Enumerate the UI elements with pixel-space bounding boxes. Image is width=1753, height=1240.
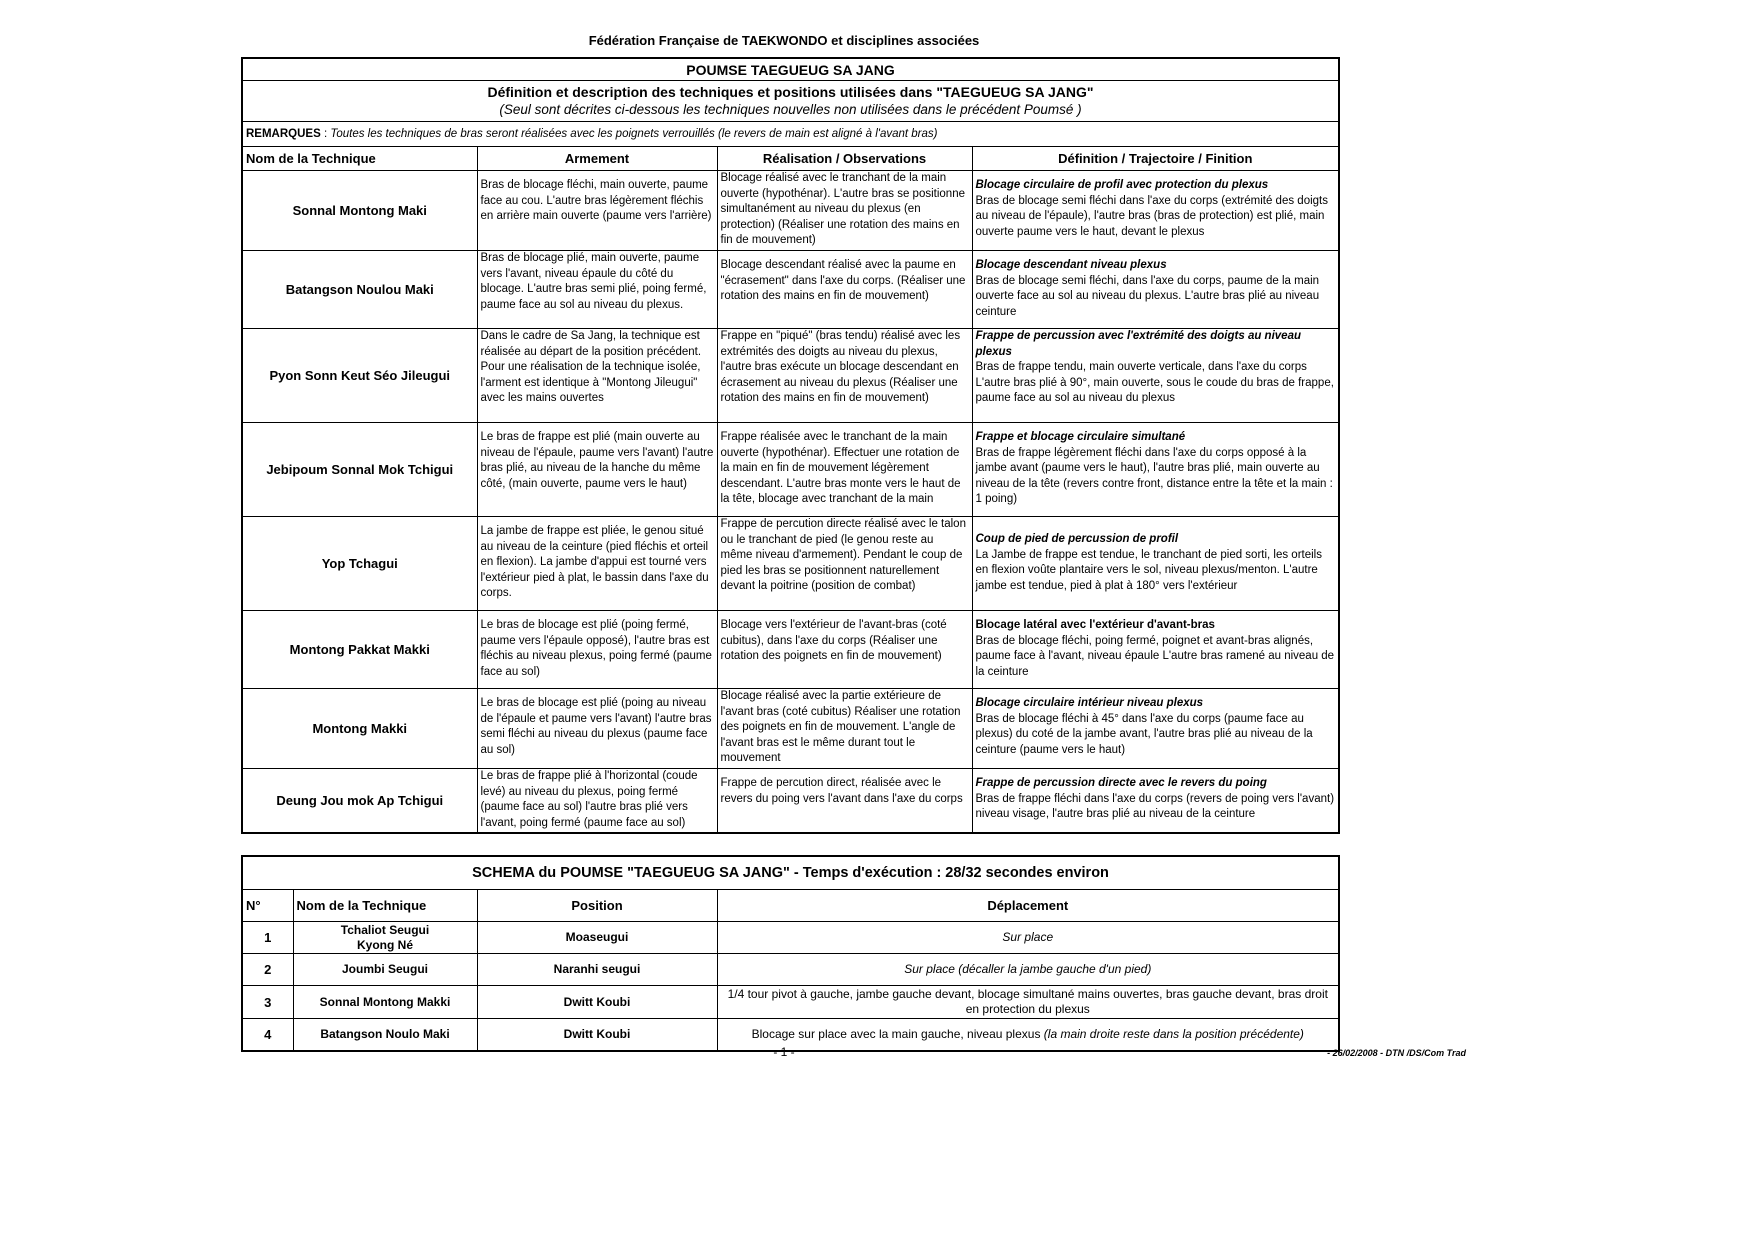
- remarks: [242, 122, 1339, 147]
- technique-realisation: Frappe de percution directe réalisé avec le talon ou le tranchant de pied (le genou reste au même niveau d'armement). Pendant le coup de pied les bras se positionnent naturellement devant la poitrine (position de combat): [717, 516, 972, 610]
- step-position: Moaseugui: [477, 922, 717, 954]
- table-row: [242, 610, 1339, 688]
- step-position: Dwitt Koubi: [477, 986, 717, 1019]
- definition-text: Bras de frappe légèrement fléchi dans l'axe du corps opposé à la jambe avant (paume vers le haut), l'autre bras plié, main ouverte au niveau de la tête (revers contre front, distance entre la tête et la main : 1 poing): [975, 446, 1333, 506]
- table-row: [242, 328, 1339, 422]
- technique-realisation: Frappe en "piqué" (bras tendu) réalisé avec les extrémités des doigts au niveau du plexus, l'autre bras exécute un blocage descendant en écrasement au niveau du plexus (Réaliser une rotation des mains en fin de mouvement): [717, 328, 972, 422]
- technique-name: Montong Pakkat Makki: [242, 610, 477, 688]
- step-number: 3: [242, 986, 293, 1019]
- technique-definition: [972, 422, 1339, 516]
- step-technique: Joumbi Seugui: [293, 954, 477, 986]
- technique-realisation: Blocage vers l'extérieur de l'avant-bras (coté cubitus), dans l'axe du corps (Réaliser une rotation des poignets en fin de mouvement): [717, 610, 972, 688]
- header-deplacement: Déplacement: [717, 890, 1339, 922]
- technique-definition: [972, 171, 1339, 251]
- definition-heading: [242, 81, 1339, 122]
- step-position: Naranhi seugui: [477, 954, 717, 986]
- technique-definition: [972, 768, 1339, 833]
- techniques-table: [241, 57, 1340, 834]
- definition-title: Blocage circulaire de profil avec protection du plexus: [975, 179, 1269, 191]
- header-armement: Armement: [477, 147, 717, 171]
- definition-text: Bras de blocage semi fléchi dans l'axe du corps (extrémité des doigts au niveau de l'épaule), l'autre bras (bras de protection) est plié, main ouverte paume vers le haut, devant le plexus: [975, 194, 1328, 238]
- technique-name: Sonnal Montong Maki: [242, 171, 477, 251]
- technique-realisation: Blocage réalisé avec le tranchant de la main ouverte (hypothénar). L'autre bras se positionne simultanément au niveau du plexus (en protection) (Réaliser une rotation des mains en fin de mouvement): [717, 171, 972, 251]
- technique-name: Batangson Noulou Maki: [242, 250, 477, 328]
- remarks-text: Toutes les techniques de bras seront réalisées avec les poignets verrouillés (le revers de main est aligné à l'avant bras): [330, 128, 938, 140]
- definition-text: Bras de frappe tendu, main ouverte verticale, dans l'axe du corps L'autre bras plié à 90°, main ouverte, sous le coude du bras de frappe, paume face au sol au niveau du plexus: [975, 361, 1334, 405]
- definition-heading-line1: Définition et description des techniques et positions utilisées dans "TAEGUEUG SA JANG": [487, 84, 1094, 100]
- definition-heading-line2: (Seul sont décrites ci-dessous les techniques nouvelles non utilisées dans le précédent Poumsé ): [499, 102, 1082, 117]
- table-row: [242, 516, 1339, 610]
- header-name: Nom de la Technique: [242, 147, 477, 171]
- technique-definition: [972, 688, 1339, 768]
- header-name: Nom de la Technique: [293, 890, 477, 922]
- definition-title: Blocage circulaire intérieur niveau plexus: [975, 696, 1204, 709]
- header-definition: Définition / Trajectoire / Finition: [972, 147, 1339, 171]
- definition-text: Bras de frappe fléchi dans l'axe du corps (revers de poing vers l'avant) niveau visage, l'autre bras plié au niveau de la ceinture: [975, 792, 1335, 821]
- technique-name: Montong Makki: [242, 688, 477, 768]
- technique-name: Deung Jou mok Ap Tchigui: [242, 768, 477, 833]
- step-deplacement-text: Blocage sur place avec la main gauche, niveau plexus: [751, 1027, 1041, 1041]
- step-deplacement: 1/4 tour pivot à gauche, jambe gauche devant, blocage simultané mains ouvertes, bras gauche devant, bras droit en protection du plexus: [717, 986, 1339, 1019]
- technique-armement: Bras de blocage plié, main ouverte, paume vers l'avant, niveau épaule du côté du blocage. L'autre bras semi plié, poing fermé, paume face au sol au niveau du plexus.: [477, 250, 717, 328]
- technique-name: Yop Tchagui: [242, 516, 477, 610]
- table-row: [242, 688, 1339, 768]
- technique-armement: Le bras de blocage est plié (poing au niveau de l'épaule et paume vers l'avant) l'autre bras semi fléchi au niveau du plexus (paume face au sol): [477, 688, 717, 768]
- schema-title: SCHEMA du POUMSE "TAEGUEUG SA JANG" - Temps d'exécution : 28/32 secondes environ: [242, 856, 1339, 890]
- technique-definition: [972, 610, 1339, 688]
- table-row: [242, 954, 1339, 986]
- definition-title: Frappe de percussion avec l'extrémité des doigts au niveau plexus: [975, 329, 1301, 358]
- step-technique: Tchaliot Seugui Kyong Né: [293, 922, 477, 954]
- technique-armement: Bras de blocage fléchi, main ouverte, paume face au cou. L'autre bras légèrement fléchis en arrière main ouverte (paume vers l'arrière): [477, 171, 717, 251]
- step-position: Dwitt Koubi: [477, 1019, 717, 1052]
- remarks-separator: :: [320, 128, 331, 140]
- technique-realisation: Blocage réalisé avec la partie extérieure de l'avant bras (coté cubitus) Réaliser une rotation des poignets en fin de mouvement. L'angle de l'avant bras est le même durant tout le mouvement: [717, 688, 972, 768]
- technique-armement: Dans le cadre de Sa Jang, la technique est réalisée au départ de la position précédent. Pour une réalisation de la technique isolée, l'arment est identique à "Montong Jileugui" avec les mains ouvertes: [477, 328, 717, 422]
- technique-armement: Le bras de blocage est plié (poing fermé, paume vers l'épaule opposé), l'autre bras est fléchis au niveau plexus, poing fermé (paume face au sol): [477, 610, 717, 688]
- step-technique: Sonnal Montong Makki: [293, 986, 477, 1019]
- step-number: 1: [242, 922, 293, 954]
- header-realisation: Réalisation / Observations: [717, 147, 972, 171]
- technique-definition: [972, 516, 1339, 610]
- technique-armement: Le bras de frappe est plié (main ouverte au niveau de l'épaule, paume vers l'avant) l'autre bras plié, au niveau de la hanche du même côté, (main ouverte, paume vers le haut): [477, 422, 717, 516]
- table-row: [242, 250, 1339, 328]
- schema-table: [241, 855, 1340, 1052]
- technique-realisation: Frappe réalisée avec le tranchant de la main ouverte (hypothénar). Effectuer une rotation de la main en fin de mouvement légèrement descendant. L'autre bras monte vers le haut de la tête, blocage avec tranchant de la main: [717, 422, 972, 516]
- definition-title: Frappe de percussion directe avec le revers du poing: [975, 776, 1267, 789]
- table-row: [242, 171, 1339, 251]
- step-number: 4: [242, 1019, 293, 1052]
- table-row: [242, 986, 1339, 1019]
- federation-header: Fédération Française de TAEKWONDO et disciplines associées: [588, 33, 980, 48]
- definition-text: La Jambe de frappe est tendue, le tranchant de pied sorti, les orteils en flexion voûte plantaire vers le sol, niveau plexus/menton. L'autre jambe est tendue, pied à plat à 180° vers l'extérieur: [975, 548, 1322, 592]
- poumse-title: POUMSE TAEGUEUG SA JANG: [242, 58, 1339, 81]
- technique-definition: [972, 328, 1339, 422]
- schema-header-row: [242, 890, 1339, 922]
- definition-title: Frappe et blocage circulaire simultané: [975, 430, 1186, 443]
- definition-title: Blocage descendant niveau plexus: [975, 258, 1167, 271]
- footer-reference: - 26/02/2008 - DTN /DS/Com Trad: [1327, 1048, 1466, 1058]
- page-number: - 1 -: [773, 1045, 795, 1059]
- technique-armement: Le bras de frappe plié à l'horizontal (coude levé) au niveau du plexus, poing fermé (paume face au sol) l'autre bras plié vers l'avant, poing fermé (paume face au sol): [477, 768, 717, 833]
- technique-name: Pyon Sonn Keut Séo Jileugui: [242, 328, 477, 422]
- step-deplacement: Sur place: [717, 922, 1339, 954]
- table-row: [242, 422, 1339, 516]
- definition-title: Blocage latéral avec l'extérieur d'avant-bras: [975, 618, 1215, 631]
- step-deplacement: Sur place (décaller la jambe gauche d'un pied): [717, 954, 1339, 986]
- definition-text: Bras de blocage fléchi à 45° dans l'axe du corps (paume face au plexus) du coté de la jambe avant, l'autre bras plié au niveau de la ceinture (paume vers le haut): [975, 712, 1313, 756]
- step-technique: Batangson Noulo Maki: [293, 1019, 477, 1052]
- technique-armement: La jambe de frappe est pliée, le genou situé au niveau de la ceinture (pied fléchis et orteil en flexion). La jambe d'appui est tourné vers l'extérieur pied à plat, le bassin dans l'axe du corps.: [477, 516, 717, 610]
- header-num: N°: [242, 890, 293, 922]
- table-row: [242, 768, 1339, 833]
- technique-realisation: Frappe de percution direct, réalisée avec le revers du poing vers l'avant dans l'axe du corps: [717, 768, 972, 833]
- technique-name: Jebipoum Sonnal Mok Tchigui: [242, 422, 477, 516]
- technique-definition: [972, 250, 1339, 328]
- techniques-header-row: [242, 147, 1339, 171]
- definition-title: Coup de pied de percussion de profil: [975, 532, 1179, 545]
- technique-realisation: Blocage descendant réalisé avec la paume en "écrasement" dans l'axe du corps. (Réaliser une rotation des mains en fin de mouvement): [717, 250, 972, 328]
- header-position: Position: [477, 890, 717, 922]
- step-number: 2: [242, 954, 293, 986]
- step-deplacement-note: (la main droite reste dans la position précédente): [1043, 1027, 1304, 1041]
- definition-text: Bras de blocage semi fléchi, dans l'axe du corps, paume de la main ouverte face au sol au niveau du plexus. L'autre bras plié au niveau ceinture: [975, 274, 1320, 318]
- table-row: [242, 922, 1339, 954]
- remarks-label: REMARQUES: [246, 128, 321, 140]
- definition-text: Bras de blocage fléchi, poing fermé, poignet et avant-bras alignés, paume face à l'avant, niveau épaule L'autre bras ramené au niveau de la ceinture: [975, 634, 1335, 678]
